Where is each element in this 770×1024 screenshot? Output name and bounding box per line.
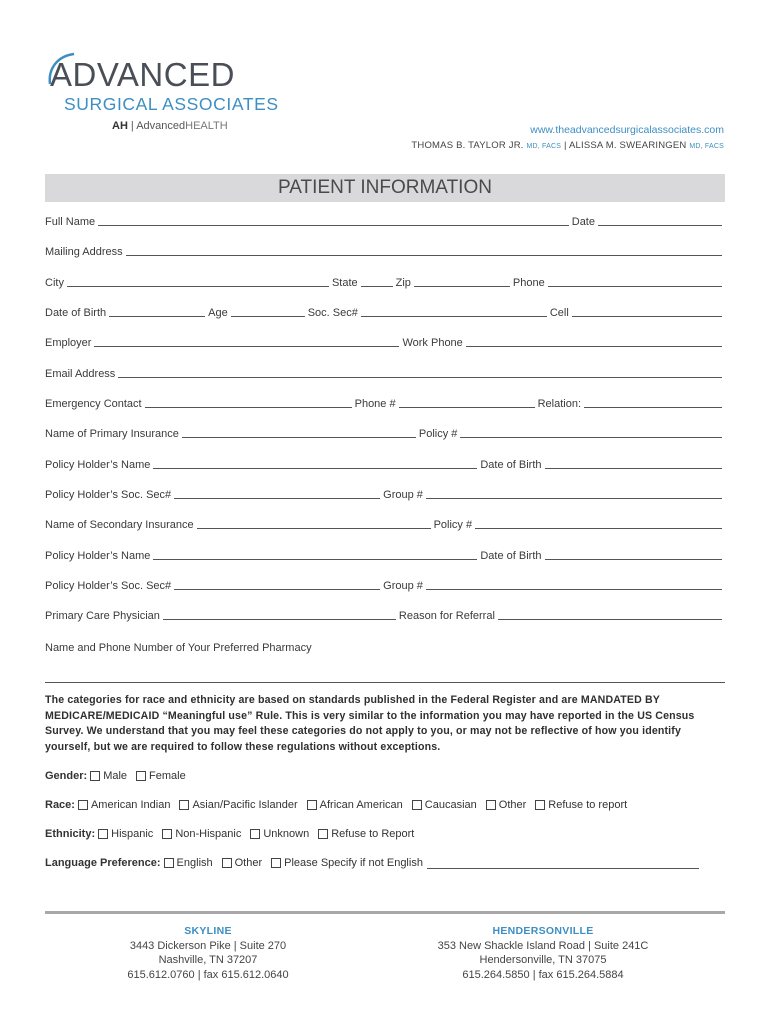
location-phone: 615.612.0760 | fax 615.612.0640 [127,968,289,981]
checkbox[interactable] [164,858,174,868]
employer-field[interactable] [94,337,399,347]
policy-holder-name-2-label: Policy Holder’s Name [45,550,151,562]
row-secondary-insurance [45,519,725,531]
relation-field[interactable] [584,398,722,408]
policy-holder-dob-label: Date of Birth [480,459,542,471]
gender-option-female[interactable] [136,770,186,782]
option-label: American Indian [90,799,171,811]
location-name: SKYLINE [184,925,232,937]
referral-label: Reason for Referral [398,610,495,622]
checkbox[interactable] [535,800,545,810]
row-dob [45,307,725,319]
pcp-label: Primary Care Physician [45,610,160,622]
emergency-phone-field[interactable] [399,398,535,408]
race-label: Race: [45,799,75,811]
ethnicity-option-hispanic[interactable] [98,828,153,840]
doctors-line [411,140,724,151]
row-policy-holder-2 [45,550,725,562]
secondary-insurance-field[interactable] [197,519,431,529]
doctor2-name: ALISSA M. SWEARINGEN [568,140,687,151]
logo-wordmark: ADVANCED [50,56,235,93]
checkbox[interactable] [318,829,328,839]
language-option-other[interactable] [222,857,263,869]
policy-holder-dob-2-label: Date of Birth [480,550,542,562]
option-label: Female [149,770,186,782]
work-phone-field[interactable] [466,337,722,347]
checkbox[interactable] [271,858,281,868]
race-option-caucasian[interactable] [412,799,477,811]
language-label: Language Preference: [45,857,161,869]
option-label: Refuse to Report [331,828,415,840]
checkbox[interactable] [179,800,189,810]
title-bar [45,174,725,202]
checkbox[interactable] [78,800,88,810]
policy-holder-ssn-2-label: Policy Holder’s Soc. Sec# [45,580,172,592]
state-label: State [331,277,358,289]
race-option-african-american[interactable] [307,799,403,811]
city-label: City [45,277,64,289]
website-link[interactable]: www.theadvancedsurgicalassociates.com [530,124,724,136]
option-label: African American [319,799,403,811]
checkbox[interactable] [136,771,146,781]
option-label: Unknown [263,828,310,840]
cell-field[interactable] [572,307,722,317]
location-city: Hendersonville, TN 37075 [479,954,607,966]
city-field[interactable] [67,277,329,287]
doctor2-credentials: MD, FACS [689,143,724,150]
option-label: Caucasian [424,799,477,811]
secondary-policy-field[interactable] [475,519,722,529]
ethnicity-option-non-hispanic[interactable] [162,828,241,840]
location-skyline [78,924,338,982]
checkbox[interactable] [98,829,108,839]
email-field[interactable] [118,368,722,378]
policy-holder-name-label: Policy Holder’s Name [45,459,151,471]
location-city: Nashville, TN 37207 [158,954,258,966]
location-name: HENDERSONVILLE [492,925,594,937]
doctor1-credentials: MD, FACS [526,143,562,150]
emergency-contact-label: Emergency Contact [45,398,142,410]
phone-field[interactable] [548,277,722,287]
group-field[interactable] [426,489,722,499]
race-ethnicity-notice: The categories for race and ethnicity are based on standards published in the Federal Register and are MANDATED BY MEDICARE/MEDICAID “Meaningful use” Rule. This is very similar to the information you may have reported in the US Census Survey. We understand that you may feel these categories do not apply to you, or may not be reflective of how you identify yourself, but we are required to follow these regulations without exceptions. [45,694,695,753]
logo-subtitle: SURGICAL ASSOCIATES [64,94,279,114]
checkbox[interactable] [307,800,317,810]
pharmacy-label: Name and Phone Number of Your Preferred Pharmacy [45,642,312,654]
ethnicity-label: Ethnicity: [45,828,96,840]
ethnicity-row [45,828,423,840]
logo-partner-divider: | [130,120,134,132]
group-2-label: Group # [383,580,423,592]
state-field[interactable] [361,277,393,287]
primary-policy-label: Policy # [418,428,458,440]
mailing-address-label: Mailing Address [45,246,123,258]
option-label: Other [498,799,527,811]
row-full-name [45,216,725,228]
policy-holder-ssn-label: Policy Holder’s Soc. Sec# [45,489,172,501]
option-label: Asian/Pacific Islander [192,799,298,811]
full-name-field[interactable] [98,216,569,226]
ssn-label: Soc. Sec# [307,307,358,319]
ethnicity-option-unknown[interactable] [250,828,309,840]
dob-label: Date of Birth [45,307,107,319]
race-option-american-indian[interactable] [78,799,171,811]
policy-holder-dob-2-field[interactable] [545,550,723,560]
ssn-field[interactable] [361,307,547,317]
row-pharmacy [45,642,725,654]
option-label: Non-Hispanic [175,828,242,840]
language-row [45,857,699,869]
primary-insurance-field[interactable] [182,428,416,438]
policy-holder-ssn-field[interactable] [174,489,380,499]
race-row [45,799,636,811]
footer-divider [45,911,725,914]
gender-label: Gender: [45,770,88,782]
option-label: Male [103,770,128,782]
row-email [45,368,725,380]
pcp-field[interactable] [163,610,396,620]
cell-label: Cell [549,307,569,319]
location-phone: 615.264.5850 | fax 615.264.5884 [462,968,624,981]
checkbox[interactable] [162,829,172,839]
gender-row [45,770,195,782]
row-policy-holder-ssn-2 [45,580,725,592]
page-title: PATIENT INFORMATION [278,177,492,198]
relation-label: Relation: [537,398,582,410]
mailing-address-field[interactable] [126,246,722,256]
age-field[interactable] [231,307,305,317]
emergency-contact-field[interactable] [145,398,352,408]
row-pcp [45,610,725,622]
logo-partner [112,120,228,132]
location-address: 3443 Dickerson Pike | Suite 270 [129,939,287,952]
row-policy-holder-1 [45,459,725,471]
row-city [45,277,725,289]
language-option-english[interactable] [164,857,213,869]
language-option-specify[interactable] [271,857,699,869]
secondary-policy-label: Policy # [433,519,473,531]
dob-field[interactable] [109,307,205,317]
location-address: 353 New Shackle Island Road | Suite 241C [437,939,649,952]
option-label: Hispanic [111,828,154,840]
gender-option-male[interactable] [90,770,127,782]
doctor-separator: | [563,140,567,151]
full-name-label: Full Name [45,216,96,228]
ethnicity-option-refuse[interactable] [318,828,414,840]
checkbox[interactable] [412,800,422,810]
email-label: Email Address [45,368,116,380]
policy-holder-name-field[interactable] [153,459,477,469]
option-label: English [176,857,213,869]
pharmacy-field[interactable] [45,682,725,683]
option-label: Other [234,857,263,869]
date-label: Date [571,216,595,228]
row-primary-insurance [45,428,725,440]
race-option-asian-pacific[interactable] [179,799,297,811]
phone-label: Phone [512,277,545,289]
zip-label: Zip [395,277,411,289]
date-field[interactable] [598,216,722,226]
employer-label: Employer [45,337,92,349]
race-option-refuse[interactable] [535,799,627,811]
primary-policy-field[interactable] [460,428,722,438]
race-option-other[interactable] [486,799,527,811]
location-hendersonville [413,924,673,982]
doctor1-name: THOMAS B. TAYLOR JR. [411,140,524,151]
advancedhealth-logo-icon: AH [112,120,128,132]
group-label: Group # [383,489,423,501]
option-label: Please Specify if not English [284,857,423,869]
checkbox[interactable] [222,858,232,868]
secondary-insurance-label: Name of Secondary Insurance [45,519,194,531]
row-emergency [45,398,725,410]
row-mailing [45,246,725,258]
policy-holder-ssn-2-field[interactable] [174,580,380,590]
logo-partner-health: HEALTH [185,120,228,132]
zip-field[interactable] [414,277,510,287]
policy-holder-dob-field[interactable] [545,459,723,469]
referral-field[interactable] [498,610,722,620]
primary-insurance-label: Name of Primary Insurance [45,428,179,440]
emergency-phone-label: Phone # [354,398,396,410]
work-phone-label: Work Phone [402,337,463,349]
row-employer [45,337,725,349]
policy-holder-name-2-field[interactable] [153,550,477,560]
group-2-field[interactable] [426,580,722,590]
age-label: Age [208,307,228,319]
checkbox[interactable] [486,800,496,810]
option-label: Refuse to report [548,799,628,811]
logo-partner-advanced: Advanced [136,120,186,132]
checkbox[interactable] [90,771,100,781]
language-specify-field[interactable] [427,858,699,869]
row-policy-holder-ssn-1 [45,489,725,501]
checkbox[interactable] [250,829,260,839]
